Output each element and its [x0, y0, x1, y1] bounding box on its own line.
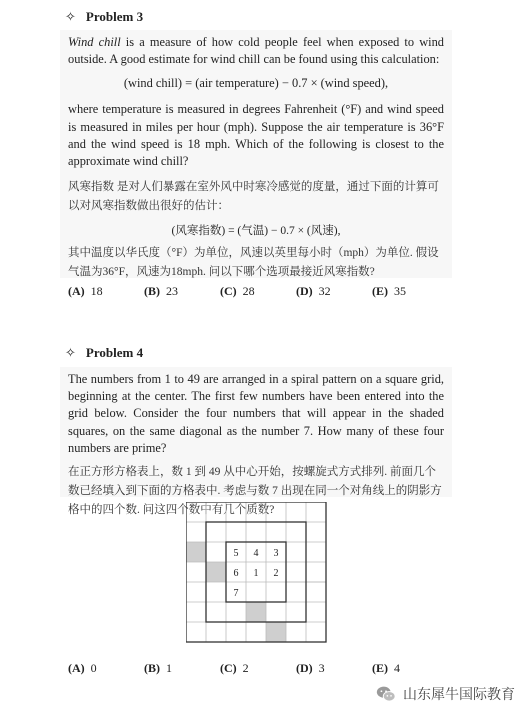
choice-d[interactable]: (D) 3	[296, 661, 325, 675]
choice-b[interactable]: (B) 1	[144, 661, 172, 675]
choice-e[interactable]: (E) 4	[372, 661, 400, 675]
shaded-square	[206, 562, 226, 582]
problem-3-english-formula: (wind chill) = (air temperature) − 0.7 × (wind speed),	[123, 76, 389, 91]
choice-b[interactable]: (B) 23	[144, 284, 178, 298]
diamond-bullet-icon: ✧	[65, 9, 76, 24]
choice-a[interactable]: (A) 18	[68, 284, 103, 298]
choice-c[interactable]: (C) 28	[220, 284, 255, 298]
grid-number: 2	[273, 568, 279, 579]
problem-3-chinese-text-1: 风寒指数 是对人们暴露在室外风中时寒冷感觉的度量，通过下面的计算可以对风寒指数做出很好的估计：	[68, 181, 439, 213]
problem-3-english-text-2: where temperature is measured in degrees Fahrenheit (°F) and wind speed is measured in miles per hour (mph). Suppose the air temperature is 36°F and the wind speed is 18 mph. Which of the following is closest to the approximate wind chill?	[68, 102, 444, 169]
diamond-bullet-icon: ✧	[65, 345, 76, 360]
shaded-square	[266, 622, 286, 642]
choice-a[interactable]: (A) 0	[68, 661, 97, 675]
watermark	[375, 683, 515, 705]
grid-number: 7	[233, 588, 239, 599]
choice-d[interactable]: (D) 32	[296, 284, 331, 298]
grid-number: 5	[233, 548, 239, 559]
grid-number: 3	[273, 548, 279, 559]
wechat-icon	[375, 683, 397, 705]
choice-e[interactable]: (E) 35	[372, 284, 406, 298]
grid-number: 6	[233, 568, 239, 579]
choice-c[interactable]: (C) 2	[220, 661, 249, 675]
grid-number: 4	[253, 548, 259, 559]
problem-4-body	[60, 367, 452, 517]
problem-4-heading: ✧ Problem 4	[65, 345, 144, 360]
shaded-square	[246, 602, 266, 622]
problem-4-english-text: The numbers from 1 to 49 are arranged in a spiral pattern on a square grid, beginning at the center. The first few numbers have been entered into the grid below. Consider the four numbers that will appear in the shaded squares, on the same diagonal as the number 7. How many of these four numbers are prime?	[68, 372, 444, 455]
problem-3-heading: ✧ Problem 3	[65, 9, 144, 24]
problem-3-chinese-formula: (风寒指数) = (气温) − 0.7 × (风速),	[171, 225, 341, 238]
problem-4-chinese-text: 在正方形方格表上，数 1 到 49 从中心开始，按螺旋式方式排列. 前面几个数已经填入到下面的方格表中. 考虑与数 7 出现在同一个对角线上的阴影方格中的四个数. 问这四个数中有几个质数?	[68, 466, 442, 517]
grid-number: 1	[253, 568, 259, 579]
problem-3-chinese-text-2: 其中温度以华氏度（°F）为单位，风速以英里每小时（mph）为单位. 假设气温为36°F，风速为18mph. 问以下哪个选项最接近风寒指数?	[68, 247, 439, 279]
wind-chill-term: Wind chill	[68, 35, 121, 49]
watermark-text: 山东犀牛国际教育	[403, 687, 515, 703]
shaded-square	[186, 542, 206, 562]
spiral-grid	[186, 502, 330, 646]
problem-3-english-text-1: Wind chill is a measure of how cold people feel when exposed to wind outside. A good estimate for wind chill can be found using this calculation:	[68, 35, 444, 67]
problem-3-body	[60, 30, 452, 278]
